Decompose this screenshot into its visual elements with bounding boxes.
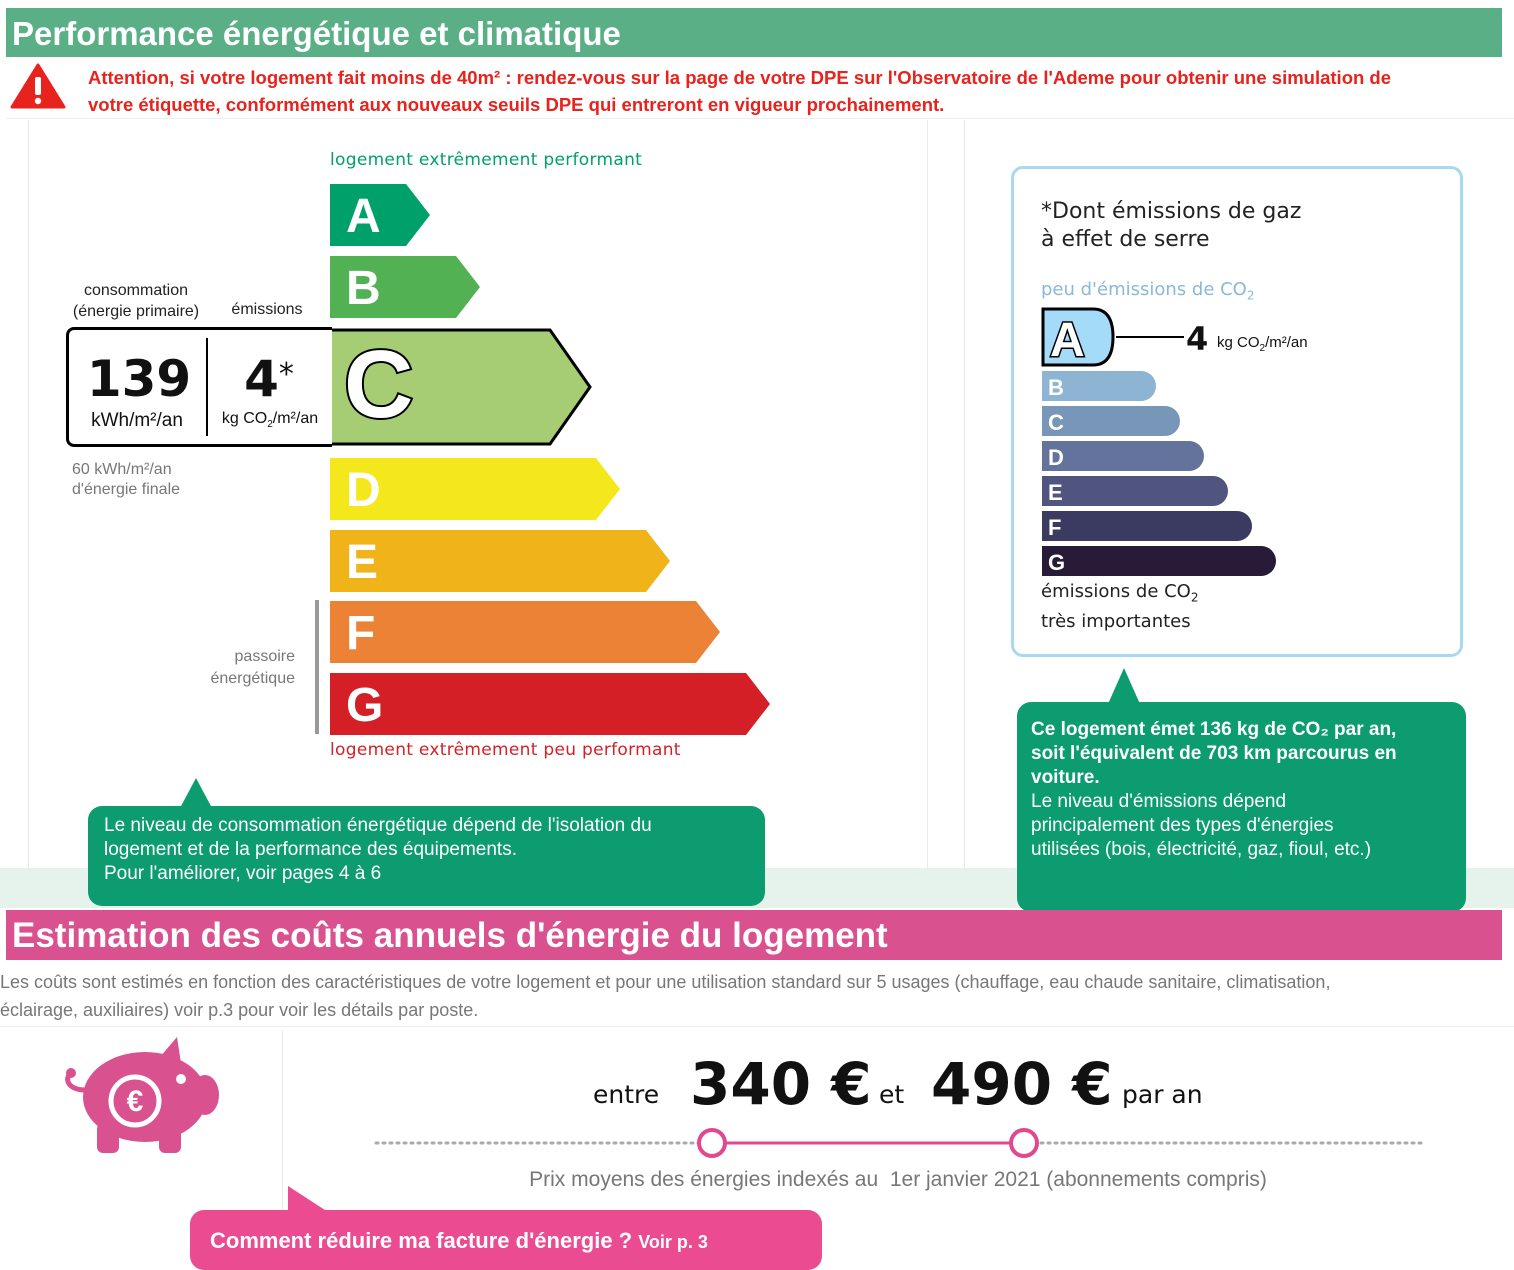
consumption-label-line-1: consommation bbox=[83, 282, 189, 299]
emissions-unit bbox=[210, 410, 330, 430]
consumption-label bbox=[66, 280, 206, 322]
final-energy-value: 60 kWh/m²/an bbox=[72, 461, 172, 478]
ges-unit-post: /m²/an bbox=[1265, 334, 1308, 351]
energy-class-b-label: B bbox=[346, 262, 381, 315]
ges-bubble-pointer bbox=[1108, 668, 1140, 704]
cost-high: 490 € bbox=[931, 1050, 1113, 1118]
energy-class-f-label: F bbox=[346, 607, 376, 660]
ges-bubble-line-3: voiture. bbox=[1031, 767, 1100, 788]
passoire-line-1: passoire bbox=[234, 648, 295, 665]
emissions-unit-post: /m²/an bbox=[272, 410, 319, 427]
emissions-asterisk: * bbox=[278, 357, 294, 392]
energy-info-bubble bbox=[88, 806, 765, 906]
energy-bubble-line-3: Pour l'améliorer, voir pages 4 à 6 bbox=[104, 863, 382, 884]
ges-top-label bbox=[1041, 279, 1255, 303]
costs-description bbox=[0, 968, 1510, 1024]
cost-high-marker bbox=[1011, 1130, 1037, 1156]
scale-top-label: logement extrêmement performant bbox=[330, 150, 643, 170]
consumption-value: 139 bbox=[86, 350, 192, 408]
warning-line-2: votre étiquette, conformément aux nouveaux seuils DPE qui entreront en vigueur prochainement. bbox=[88, 94, 945, 115]
ges-class-f-bar bbox=[1042, 511, 1252, 541]
ges-top-label-pre: peu d'émissions de CO bbox=[1041, 279, 1247, 300]
ges-bubble-line-2: soit l'équivalent de 703 km parcourus en bbox=[1031, 743, 1397, 764]
ges-bubble-line-1: Ce logement émet 136 kg de CO₂ par an, bbox=[1031, 719, 1397, 740]
energy-class-g-bar bbox=[330, 673, 770, 735]
ges-bubble-line-4: Le niveau d'émissions dépend bbox=[1031, 791, 1287, 812]
cost-between: entre bbox=[593, 1080, 660, 1109]
divider bbox=[0, 1026, 1514, 1027]
energy-class-e-label: E bbox=[346, 536, 379, 589]
final-energy-label: d'énergie finale bbox=[72, 481, 181, 498]
energy-class-f-bar bbox=[330, 601, 720, 663]
passoire-label bbox=[190, 646, 295, 690]
emissions-unit-pre: kg CO bbox=[221, 410, 268, 427]
ges-bottom-label-line-1 bbox=[1041, 580, 1199, 610]
energy-bubble-line-2: logement et de la performance des équipements. bbox=[104, 839, 517, 860]
cost-range-bar bbox=[370, 1125, 1430, 1161]
ges-bottom-label-line-2: très importantes bbox=[1041, 610, 1191, 632]
ges-unit-sub: 2 bbox=[1259, 343, 1266, 354]
ges-info-bubble bbox=[1017, 702, 1466, 912]
performance-section-title: Performance énergétique et climatique bbox=[6, 8, 1502, 57]
reduce-bill-label: Comment réduire ma facture d'énergie ? bbox=[210, 1228, 633, 1253]
ges-class-a-label: A bbox=[1050, 314, 1085, 367]
ges-class-f-label: F bbox=[1048, 515, 1062, 540]
ges-bubble-line-6: utilisées (bois, électricité, gaz, fioul, etc.) bbox=[1031, 839, 1372, 860]
ges-bottom-label bbox=[1041, 580, 1199, 634]
energy-class-a-label: A bbox=[346, 190, 381, 243]
energy-class-e-bar bbox=[330, 530, 670, 592]
scale-bottom-label: logement extrêmement peu performant bbox=[330, 740, 681, 760]
euro-symbol: € bbox=[126, 1085, 144, 1118]
emissions-value bbox=[210, 351, 328, 407]
cost-and: et bbox=[879, 1080, 905, 1109]
passoire-line-2: énergétique bbox=[210, 670, 295, 687]
emissions-number: 4 bbox=[244, 350, 279, 408]
consumption-unit: kWh/m²/an bbox=[91, 410, 183, 431]
ges-title-line-2: à effet de serre bbox=[1041, 227, 1210, 252]
ges-class-b-label: B bbox=[1048, 375, 1064, 400]
ges-bottom-label-sub: 2 bbox=[1190, 590, 1199, 605]
cost-per-year: par an bbox=[1122, 1080, 1203, 1109]
costs-desc-line-1: Les coûts sont estimés en fonction des caractéristiques de votre logement et pour une utilisation standard sur 5 usages (chauffage, eau chaude sanitaire, climatisation, bbox=[0, 972, 1331, 992]
bubble-pointer bbox=[180, 778, 212, 808]
energy-class-g-label: G bbox=[346, 679, 384, 732]
warning-message bbox=[88, 64, 1498, 118]
energy-class-d-label: D bbox=[346, 464, 381, 517]
energy-class-c-label: C bbox=[344, 331, 414, 438]
ges-value: 4 bbox=[1186, 320, 1209, 358]
ges-bubble-line-5: principalement des types d'énergies bbox=[1031, 815, 1334, 836]
emissions-label: émissions bbox=[231, 301, 303, 318]
ges-unit-pre: kg CO bbox=[1217, 334, 1260, 351]
reduce-bill-button[interactable] bbox=[190, 1210, 822, 1270]
ges-title-line-1: *Dont émissions de gaz bbox=[1041, 199, 1302, 224]
cost-low-marker bbox=[699, 1130, 725, 1156]
costs-section-title: Estimation des coûts annuels d'énergie du logement bbox=[6, 910, 1502, 960]
energy-bubble-line-1: Le niveau de consommation énergétique dépend de l'isolation du bbox=[104, 815, 652, 836]
consumption-label-line-2: (énergie primaire) bbox=[72, 303, 200, 320]
ges-top-label-sub: 2 bbox=[1246, 288, 1255, 303]
reduce-bill-link[interactable]: Voir p. 3 bbox=[638, 1232, 708, 1252]
price-note: Prix moyens des énergies indexés au 1er janvier 2021 (abonnements compris) bbox=[529, 1168, 1267, 1191]
ges-unit bbox=[1217, 334, 1308, 354]
final-energy-note bbox=[72, 460, 180, 500]
piggy-bank-icon bbox=[55, 1035, 225, 1155]
ges-class-c-label: C bbox=[1048, 410, 1064, 435]
warning-line-1: Attention, si votre logement fait moins de 40m² : rendez-vous sur la page de votre DPE sur l'Observatoire de l'Ademe pour obtenir une simulation de bbox=[88, 67, 1392, 88]
ges-class-e-label: E bbox=[1048, 480, 1063, 505]
divider bbox=[6, 118, 1514, 119]
emissions-unit-sub: 2 bbox=[267, 419, 273, 431]
passoire-bracket bbox=[315, 600, 319, 734]
ges-bottom-label-pre: émissions de CO bbox=[1041, 581, 1191, 602]
costs-desc-line-2: éclairage, auxiliaires) voir p.3 pour voir les détails par poste. bbox=[0, 1000, 479, 1020]
energy-class-chart bbox=[326, 180, 826, 740]
cost-low: 340 € bbox=[690, 1050, 872, 1118]
ges-class-d-label: D bbox=[1048, 445, 1064, 470]
ges-class-g-bar bbox=[1042, 546, 1276, 576]
ges-title bbox=[1041, 198, 1301, 254]
warning-icon bbox=[10, 62, 66, 110]
ges-class-g-label: G bbox=[1048, 550, 1066, 575]
